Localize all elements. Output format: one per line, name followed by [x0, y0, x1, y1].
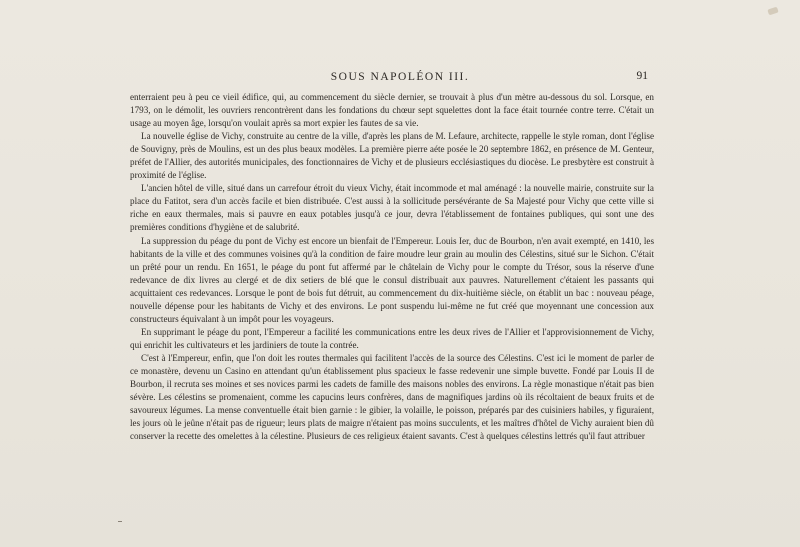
running-title: SOUS NAPOLÉON III.	[330, 71, 470, 83]
paragraph: L'ancien hôtel de ville, situé dans un carrefour étroit du vieux Vichy, était incommode et mal aménagé : la nouvelle mairie, construite sur la place du Fatitot, sera d'un accès facile et bien distribuée. C'est aussi à la sollicitude persévérante de Sa Majesté pour Vichy que cette ville si riche en eaux thermales, mais si pauvre en eaux potables jusqu'à ce jour, devra l'établissement de fontaines publiques, qui sont une des premières conditions d'hygiène et de salubrité.	[130, 183, 654, 233]
paper-stain	[767, 7, 778, 16]
body-text	[130, 91, 654, 443]
paragraph: La nouvelle église de Vichy, construite au centre de la ville, d'après les plans de M. Lefaure, architecte, rappelle le style roman, dont l'église de Souvigny, près de Moulins, est un des plus beaux modèles. La première pierre aéte posée le 20 septembre 1862, en présence de M. Genteur, préfet de l'Allier, des autorités municipales, des fonctionnaires de Vichy et de plusieurs ecclésiastiques du diocèse. Le presbytère est construit à proximité de l'église.	[130, 131, 654, 181]
page-header	[0, 71, 800, 87]
paragraph: enterraient peu à peu ce vieil édifice, qui, au commencement du siècle dernier, se trouvait à plus d'un mètre au-dessous du sol. Lorsque, en 1793, on le démolit, les ouvriers rencontrèrent dans les fondations du chœur sept squelettes dont la face était tournée contre terre. C'était un usage au moyen âge, lorsqu'on voulait après sa mort expier les fautes de sa vie.	[130, 92, 654, 129]
paragraph: La suppression du péage du pont de Vichy est encore un bienfait de l'Empereur. Louis Ier, duc de Bourbon, n'en avait exempté, en 1410, les habitants de la ville et des communes voisines qu'à la condition de faire moudre leur grain au moulin des Célestins, situé sur le Sichon. C'était un prêté pour un rendu. En 1651, le péage du pont fut affermé par le châtelain de Vichy pour le compte du Trésor, sous la réserve d'une redevance de dix livres au clergé et de dix setiers de blé que le consul distribuait aux pauvres. Naturellement c'étaient les passants qui acquittaient ces redevances. Lorsque le pont de bois fut détruit, au commencement du dix-huitième siècle, on établit un bac : nouveau péage, nouvelle dépense pour les habitants de Vichy et des environs. Le pont suspendu lui-même ne fut créé que moyennant une concession aux constructeurs équivalant à un impôt pour les voyageurs.	[130, 235, 654, 324]
margin-mark	[118, 521, 122, 522]
page-number: 91	[636, 70, 648, 82]
paragraph: En supprimant le péage du pont, l'Empereur a facilité les communications entre les deux rives de l'Allier et l'approvisionnement de Vichy, qui enrichit les cultivateurs et les jardiniers de toute la contrée.	[130, 326, 654, 350]
paragraph: C'est à l'Empereur, enfin, que l'on doit les routes thermales qui facilitent l'accès de la source des Célestins. C'est ici le moment de parler de ce monastère, devenu un Casino en attendant qu'un établissement plus spacieux le fasse redevenir une simple buvette. Fondé par Louis II de Bourbon, il recruta ses moines et ses novices parmi les cadets de famille des maisons nobles des environs. La règle monastique n'était pas bien sévère. Les célestins se promenaient, comme les capucins leurs confrères, dans de magnifiques jardins où ils récoltaient de beaux fruits et de savoureux légumes. La mense conventuelle était bien garnie : le gibier, la volaille, le poisson, préparés par des cuisiniers habiles, y figuraient, les jours où le jeûne n'était pas de rigueur; leurs plats de maigre n'étaient pas moins succulents, et les maîtres d'hôtel de Vichy auraient bien dû conserver la recette des omelettes à la célestine. Plusieurs de ces religieux étaient savants. C'est à quelques célestins lettrés qu'il faut attribuer	[130, 352, 654, 442]
